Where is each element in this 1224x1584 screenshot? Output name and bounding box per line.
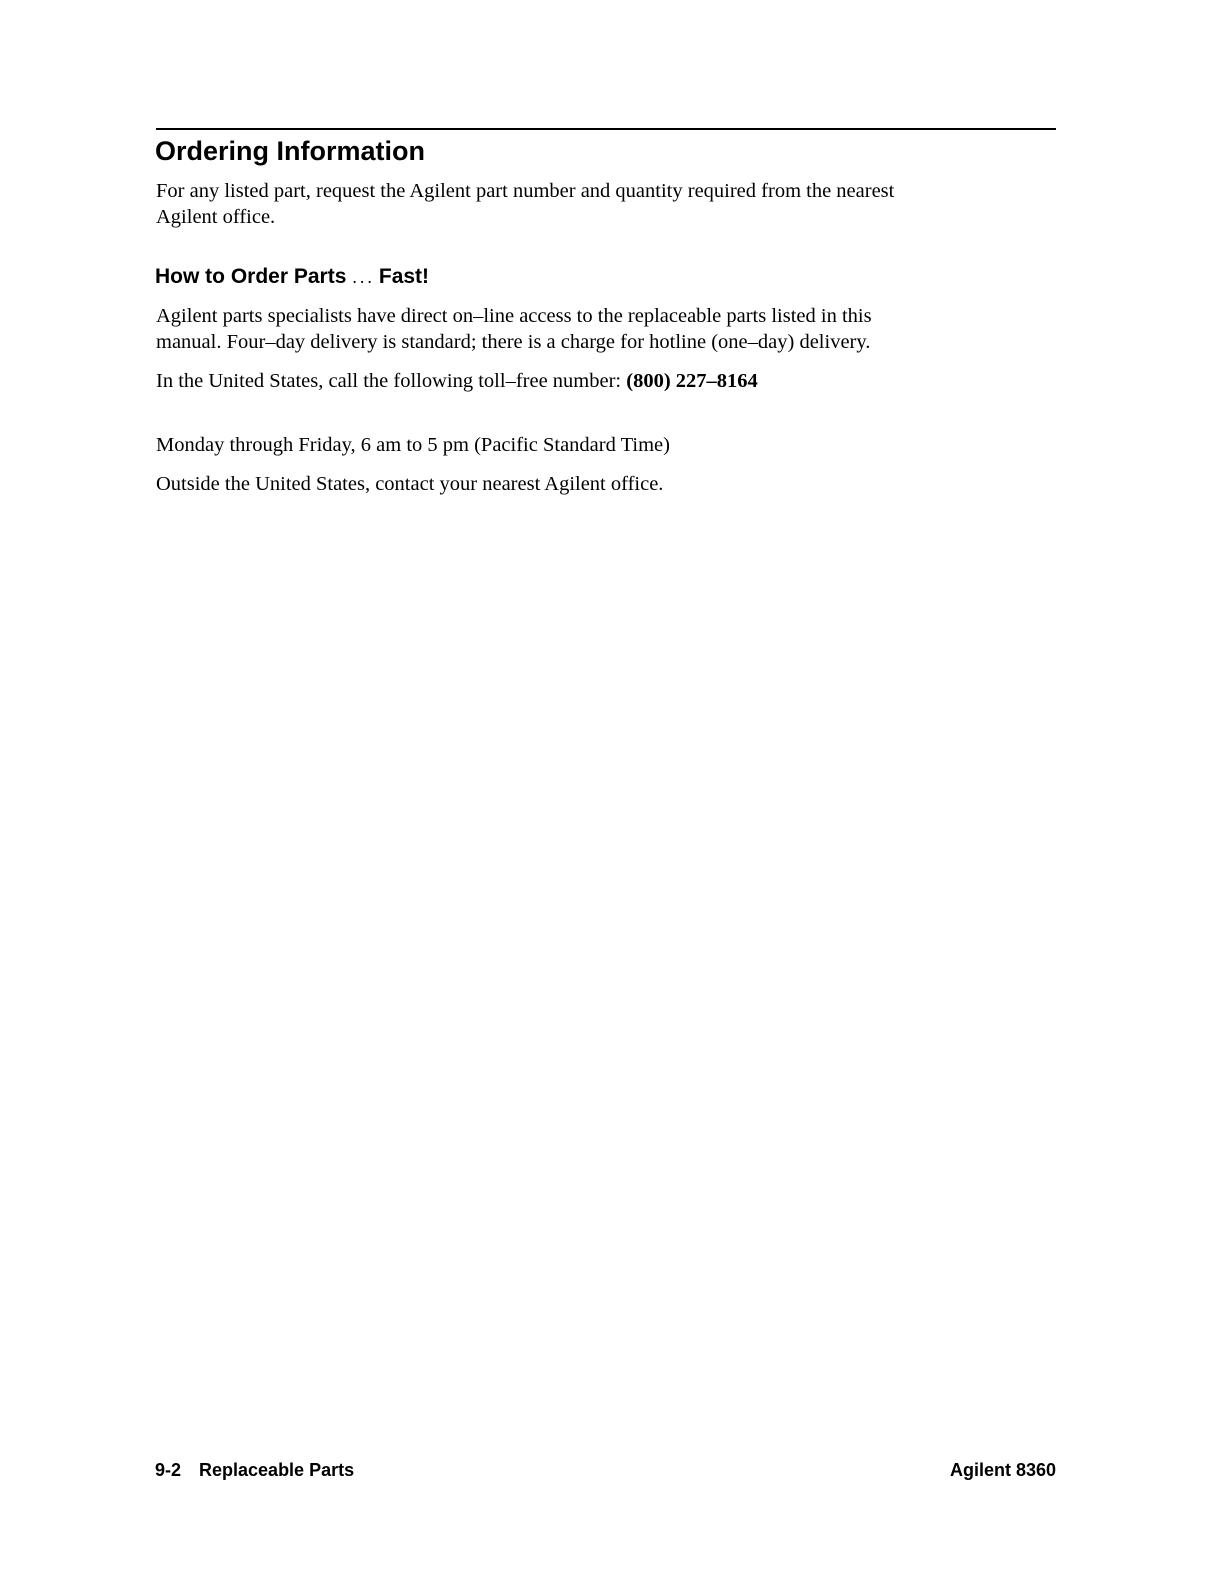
outside-us-text: Outside the United States, contact your nearest Agilent office. bbox=[156, 473, 664, 495]
subsection-title-emphasis: Fast! bbox=[378, 265, 430, 288]
phone-prefix: In the United States, call the following toll–free number: bbox=[156, 370, 622, 392]
chapter-title: Replaceable Parts bbox=[199, 1460, 355, 1480]
parts-specialists-line-2: manual. Four–day delivery is standard; there is a charge for hotline (one–day) delivery. bbox=[156, 331, 871, 353]
footer-left bbox=[155, 1458, 354, 1482]
subsection-title bbox=[155, 262, 429, 292]
subsection-title-main: How to Order Parts bbox=[155, 265, 347, 288]
phone-paragraph bbox=[156, 368, 758, 394]
phone-number: (800) 227–8164 bbox=[626, 370, 758, 392]
hours-text: Monday through Friday, 6 am to 5 pm (Pacific Standard Time) bbox=[156, 434, 670, 456]
section-title: Ordering Information bbox=[155, 136, 425, 166]
product-name: Agilent 8360 bbox=[949, 1460, 1056, 1480]
header-rule bbox=[156, 128, 1056, 130]
page-number: 9-2 bbox=[155, 1460, 182, 1480]
subsection-title-ellipsis: ... bbox=[352, 267, 375, 287]
intro-text-line-2: Agilent office. bbox=[156, 206, 276, 228]
parts-specialists-line-1: Agilent parts specialists have direct on–line access to the replaceable parts listed in this bbox=[156, 305, 872, 327]
intro-text-line-1: For any listed part, request the Agilent part number and quantity required from the nearest bbox=[156, 180, 895, 202]
